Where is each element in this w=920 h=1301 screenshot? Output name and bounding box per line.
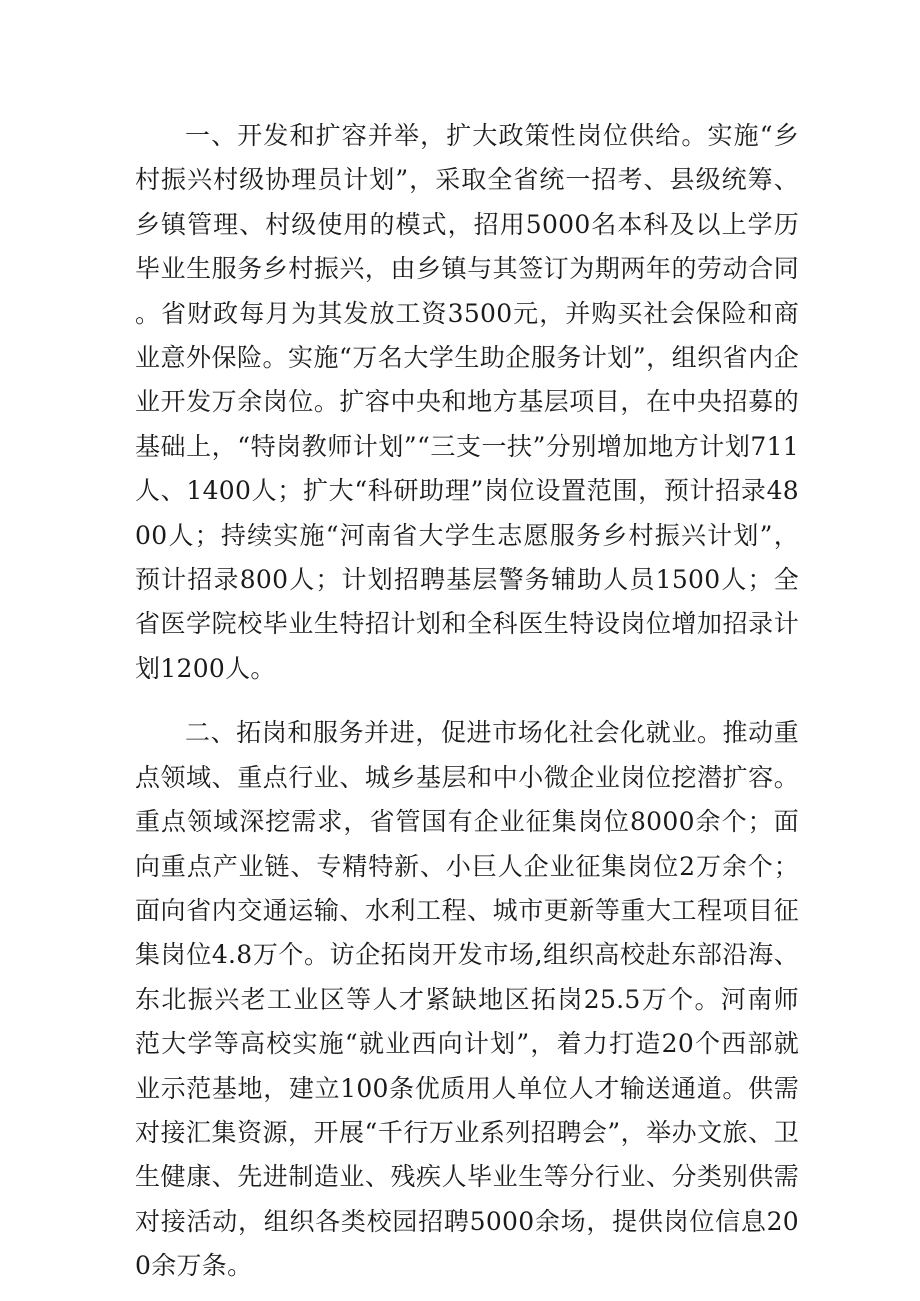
paragraph-market-employment: 二、拓岗和服务并进，促进市场化社会化就业。推动重点领域、重点行业、城乡基层和中小微企业岗位挖潜扩容。重点领域深挖需求，省管国有企业征集岗位8000余个；面向重点产业链、专精特新、小巨人企业征集岗位2万余个；面向省内交通运输、水利工程、城市更新等重大工程项目征集岗位4.8万个。访企拓岗开发市场,组织高校赴东部沿海、东北振兴老工业区等人才紧缺地区拓岗25.5万个。河南师范大学等高校实施“就业西向计划”，着力打造20个西部就业示范基地，建立100条优质用人单位人才输送通道。供需对接汇集资源，开展“千行万业系列招聘会”，举办文旅、卫生健康、先进制造业、残疾人毕业生等分行业、分类别供需对接活动，组织各类校园招聘5000余场，提供岗位信息200余万条。	[135, 718, 799, 1281]
document-body	[135, 114, 799, 1289]
paragraph-policy-positions: 一、开发和扩容并举，扩大政策性岗位供给。实施“乡村振兴村级协理员计划”，采取全省统一招考、县级统筹、乡镇管理、村级使用的模式，招用5000名本科及以上学历毕业生服务乡村振兴，由乡镇与其签订为期两年的劳动合同。省财政每月为其发放工资3500元，并购买社会保险和商业意外保险。实施“万名大学生助企服务计划”，组织省内企业开发万余岗位。扩容中央和地方基层项目，在中央招募的基础上，“特岗教师计划”“三支一扶”分别增加地方计划711人、1400人；扩大“科研助理”岗位设置范围，预计招录4800人；持续实施“河南省大学生志愿服务乡村振兴计划”，预计招录800人；计划招聘基层警务辅助人员1500人；全省医学院校毕业生特招计划和全科医生特设岗位增加招录计划1200人。	[135, 121, 799, 683]
